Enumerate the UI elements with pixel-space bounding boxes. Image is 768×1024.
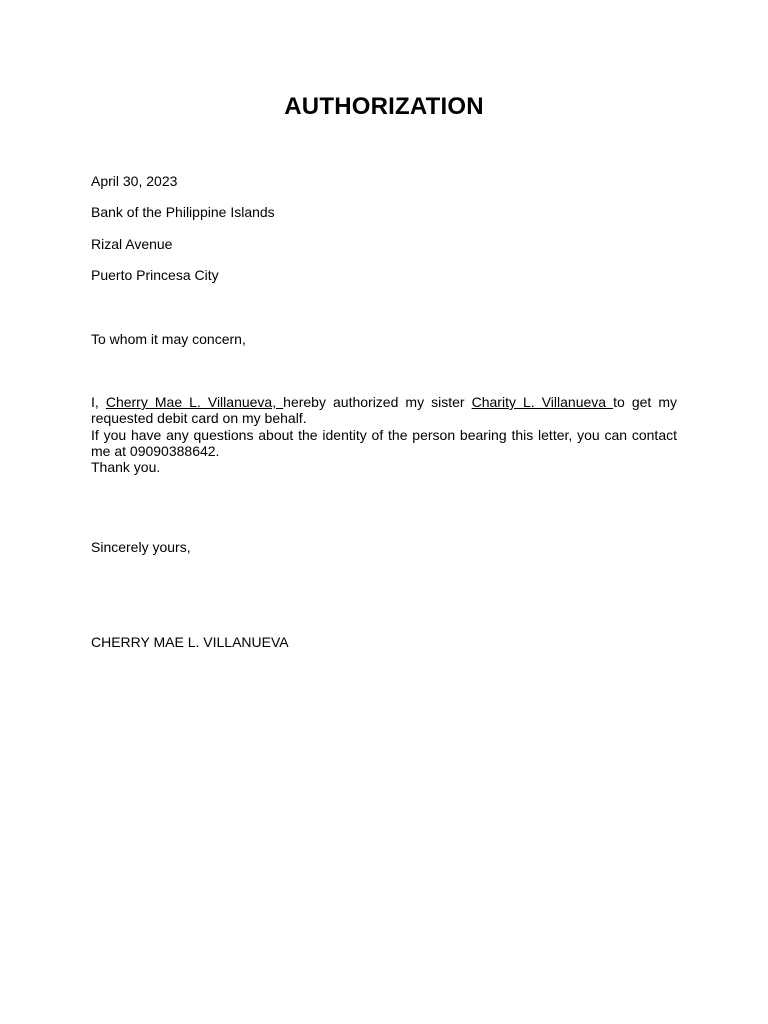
authorizer-name: Cherry Mae L. Villanueva, xyxy=(105,394,284,410)
authorized-person-name: Charity L. Villanueva xyxy=(471,394,614,410)
body-paragraph-3: Thank you. xyxy=(91,459,161,475)
document-title: AUTHORIZATION xyxy=(284,93,484,120)
body-prefix: I, xyxy=(91,394,106,410)
body-paragraph-1 xyxy=(91,394,677,426)
salutation: To whom it may concern, xyxy=(91,331,246,347)
recipient-line-1: Bank of the Philippine Islands xyxy=(91,204,275,220)
recipient-line-2: Rizal Avenue xyxy=(91,236,173,252)
body-middle: hereby authorized my sister xyxy=(283,394,472,410)
signature-name: CHERRY MAE L. VILLANUEVA xyxy=(91,634,289,650)
body-suffix: to get my requested debit card on my behalf. xyxy=(91,394,678,426)
recipient-line-3: Puerto Princesa City xyxy=(91,267,219,283)
closing: Sincerely yours, xyxy=(91,539,191,555)
body-paragraph-2: If you have any questions about the identity of the person bearing this letter, you can contact me at 09090388642. xyxy=(91,427,677,459)
letter-date: April 30, 2023 xyxy=(91,173,178,189)
